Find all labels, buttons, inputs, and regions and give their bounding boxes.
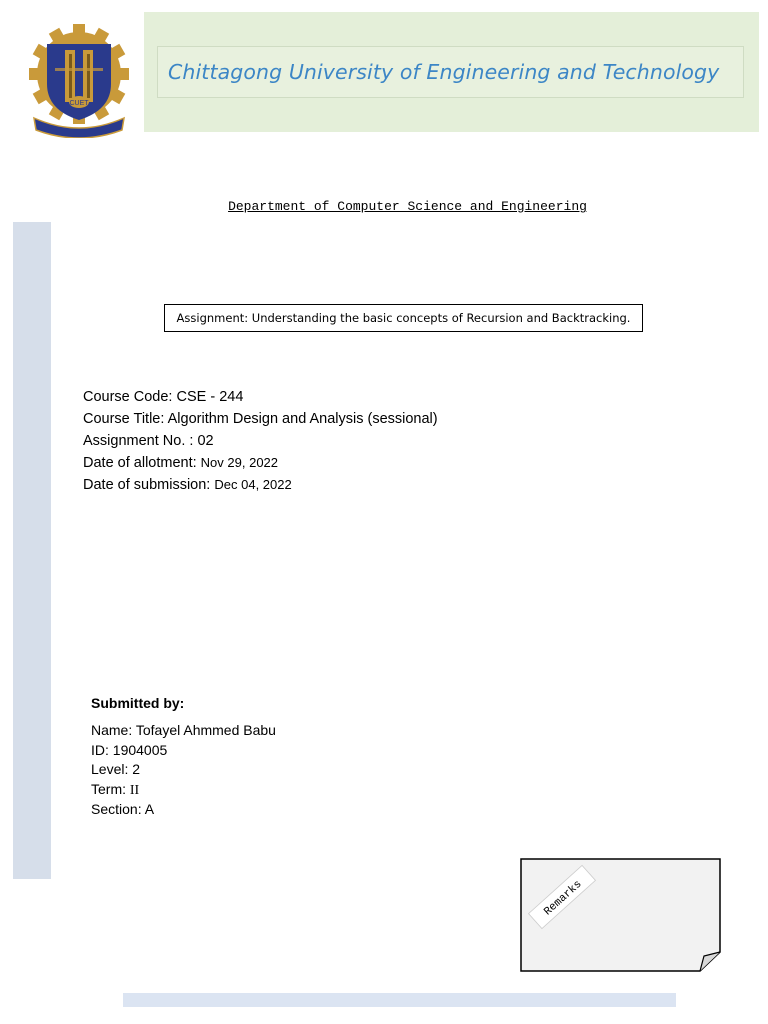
student-id: 1904005: [112, 741, 168, 758]
student-level-row: [91, 760, 276, 780]
assignment-topic-box: [164, 304, 643, 332]
submission-date-row: [83, 474, 438, 496]
assignment-topic: Understanding the basic concepts of Recursion and Backtracking.: [251, 311, 631, 325]
assignment-no-label: Assignment No. :: [83, 433, 198, 449]
student-term-row: [91, 780, 276, 801]
course-code-row: [83, 386, 438, 408]
left-decorative-bar: [13, 222, 51, 879]
student-section-label: Section:: [91, 801, 145, 817]
student-name-label: Name:: [91, 722, 136, 738]
submission-date-label: Date of submission:: [83, 477, 215, 493]
university-logo: [28, 22, 130, 138]
submitted-by-section: [91, 695, 276, 820]
student-section: A: [144, 801, 155, 817]
course-code: CSE - 244: [176, 389, 244, 405]
course-title-label: Course Title:: [83, 411, 168, 427]
assignment-no: 02: [197, 433, 214, 449]
logo-text: CUET: [69, 100, 89, 107]
bottom-decorative-bar: [123, 993, 676, 1007]
allotment-date-label: Date of allotment:: [83, 455, 201, 471]
remarks-label: Remarks: [542, 878, 585, 919]
student-name-row: [91, 721, 276, 741]
header-title-box: [157, 46, 744, 98]
department-name: Department of Computer Science and Engineering: [228, 199, 587, 214]
remarks-box: [519, 857, 723, 974]
assignment-no-row: [83, 430, 438, 452]
student-id-label: ID:: [91, 741, 113, 758]
allotment-date-row: [83, 452, 438, 474]
assignment-label: Assignment:: [176, 311, 252, 325]
student-term-label: Term:: [91, 780, 130, 797]
submission-date: Dec 04, 2022: [214, 477, 292, 492]
student-section-row: [91, 800, 276, 820]
student-level-label: Level:: [91, 761, 133, 777]
submitted-by-title: Submitted by:: [91, 695, 185, 711]
allotment-date: Nov 29, 2022: [200, 455, 279, 470]
header-band: [144, 12, 759, 132]
course-info: [83, 386, 438, 496]
student-name: Tofayel Ahmmed Babu: [135, 722, 276, 738]
student-id-row: [91, 741, 276, 761]
course-title-row: [83, 408, 438, 430]
course-code-label: Course Code:: [83, 389, 177, 405]
student-term: II: [129, 782, 140, 798]
student-level: 2: [132, 761, 141, 777]
university-name: Chittagong University of Engineering and Technology: [168, 60, 720, 84]
course-title: Algorithm Design and Analysis (sessional): [167, 411, 438, 427]
